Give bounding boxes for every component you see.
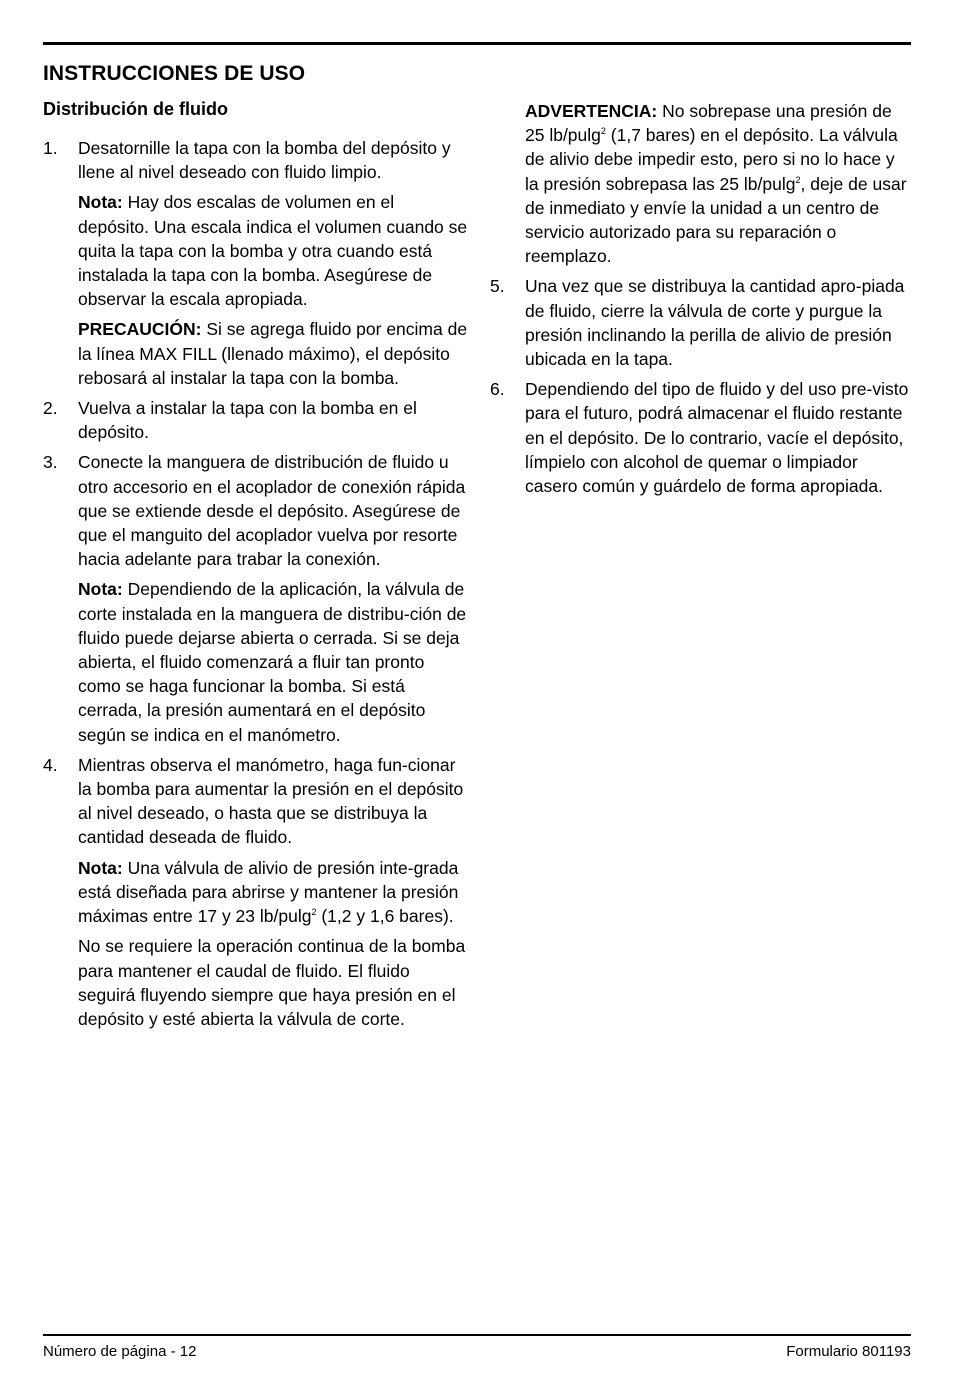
step-4-note-superscript: 2 <box>311 907 317 918</box>
step-4 <box>43 753 468 850</box>
step-3-text: Conecte la manguera de distribución de fluido u otro accesorio en el acoplador de conexión rápida que se extiende desde el depósito. Asegúrese de que el manguito del acoplador vuelva por resorte hacia adelante para trabar la conexión. <box>78 452 466 570</box>
step-2-number: 2. <box>43 398 58 419</box>
step-3-note-label: Nota: <box>78 579 123 600</box>
warning-text-b: (1,7 bares) en el depósito. La válvula de alivio debe impedir esto, pero si no lo hace y la presión sobrepasa las 25 lb/pulg <box>525 125 898 194</box>
step-4-number: 4. <box>43 754 58 775</box>
step-4-paragraph-text: No se requiere la operación continua de la bomba para mantener el caudal de fluido. El fluido seguirá fluyendo siempre que haya presión en el depósito y esté abierta la válvula de corte. <box>78 936 466 1029</box>
step-5-text: Una vez que se distribuya la cantidad apro-piada de fluido, cierre la válvula de corte y purgue la presión inclinando la perilla de alivio de presión ubicada en la tapa. <box>525 276 905 370</box>
step-1 <box>43 136 468 184</box>
warning-label: ADVERTENCIA: <box>525 101 658 121</box>
step-3-note <box>43 577 468 746</box>
left-column <box>43 136 468 1037</box>
form-number: Formulario 801193 <box>786 1343 911 1360</box>
step-3-note-text: Dependiendo de la aplicación, la válvula de corte instalada en la manguera de distribu-ción de fluido puede dejarse abierta o cerrada. Si se deja abierta, el fluido comenzará a fluir tan pronto como se haga funcionar la bomba. Si está cerrada, la presión aumentará en el depósito según se indica en el manómetro. <box>78 579 467 745</box>
step-4-note-text-a: Una válvula de alivio de presión inte-grada está diseñada para abrirse y mantener la presión máximas entre 17 y 23 lb/pulg <box>78 857 459 927</box>
warning-superscript-a: 2 <box>600 126 606 137</box>
step-5-number: 5. <box>490 276 505 297</box>
step-1-caution-label: PRECAUCIÓN: <box>78 319 202 340</box>
step-5 <box>490 274 910 371</box>
step-6-number: 6. <box>490 379 505 400</box>
step-3 <box>43 450 468 571</box>
step-1-note-text: Hay dos escalas de volumen en el depósito. Una escala indica el volumen cuando se quita la tapa con la bomba y otra cuando está instalada la tapa con la bomba. Asegúrese de observar la escala apropiada. <box>78 192 468 310</box>
section-title: INSTRUCCIONES DE USO <box>43 62 306 85</box>
page-number: Número de página - 12 <box>43 1343 197 1360</box>
step-1-caution-text: Si se agrega fluido por encima de la línea MAX FILL (llenado máximo), el depósito rebosará al instalar la tapa con la bomba. <box>78 319 468 388</box>
step-1-note <box>43 190 468 311</box>
step-1-caution <box>43 317 468 390</box>
step-4-text: Mientras observa el manómetro, haga fun-cionar la bomba para aumentar la presión en el depósito al nivel deseado, o hasta que se distribuya la cantidad deseada de fluido. <box>78 754 464 848</box>
step-2-text: Vuelva a instalar la tapa con la bomba en el depósito. <box>78 398 417 443</box>
bottom-rule <box>43 1334 911 1336</box>
warning-note <box>490 99 910 268</box>
subsection-title: Distribución de fluido <box>43 99 228 119</box>
step-2 <box>43 396 468 444</box>
top-rule <box>43 42 911 45</box>
warning-text-c: , deje de usar de inmediato y envíe la unidad a un centro de servicio autorizado para su reparación o reemplazo. <box>525 173 907 267</box>
step-1-number: 1. <box>43 138 58 158</box>
step-4-note-text-b: (1,2 y 1,6 bares). <box>316 906 454 927</box>
step-4-paragraph <box>43 934 468 1031</box>
warning-superscript-b: 2 <box>795 174 801 185</box>
step-4-note-label: Nota: <box>78 857 123 878</box>
step-3-number: 3. <box>43 452 58 473</box>
step-1-note-label: Nota: <box>78 192 123 213</box>
step-1-text: Desatornille la tapa con la bomba del depósito y llene al nivel deseado con fluido limpio. <box>78 138 451 183</box>
right-column <box>490 99 910 504</box>
step-6 <box>490 377 910 498</box>
step-4-note <box>43 856 468 929</box>
step-6-text: Dependiendo del tipo de fluido y del uso pre-visto para el futuro, podrá almacenar el fluido restante en el depósito. De lo contrario, vacíe el depósito, límpielo con alcohol de quemar o limpiador casero común y guárdelo de forma apropiada. <box>525 379 909 497</box>
warning-text-a: No sobrepase una presión de 25 lb/pulg <box>525 101 892 146</box>
